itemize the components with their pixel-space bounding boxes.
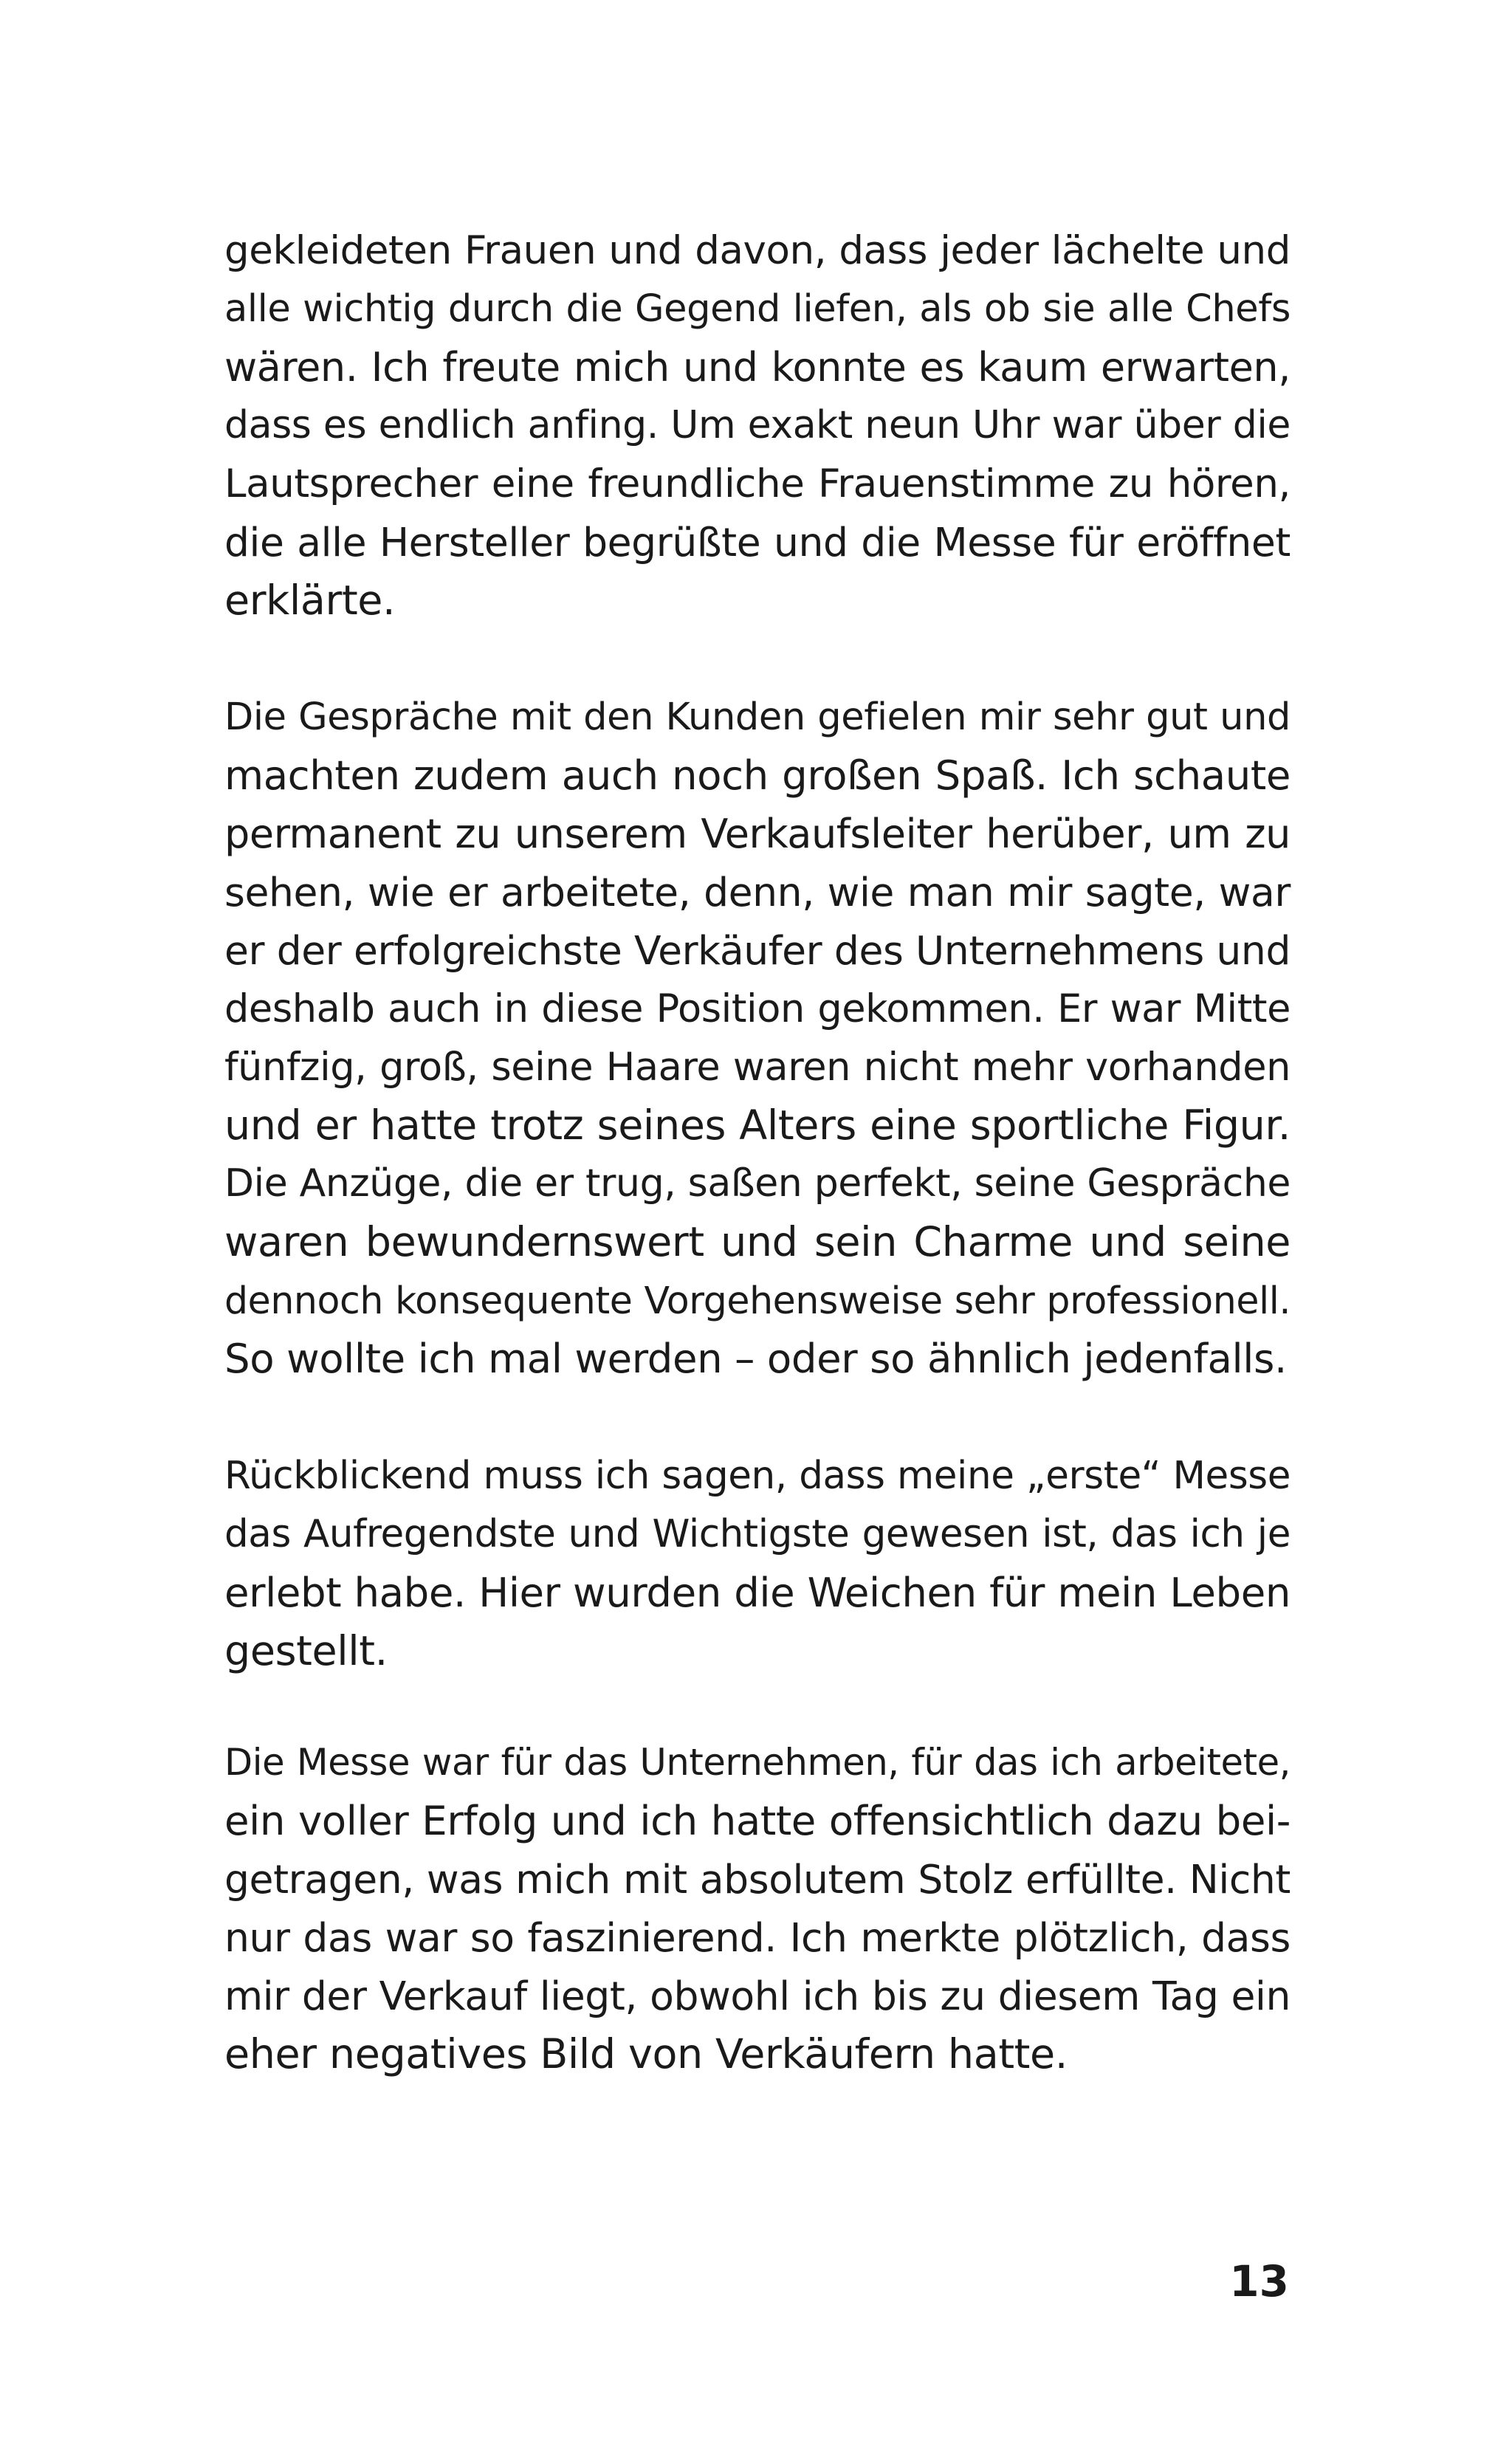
text-line: Die Gespräche mit den Kunden gefielen mir sehr gut und <box>224 695 1291 739</box>
paragraph-2 <box>224 688 1291 1388</box>
text-line: erlebt habe. Hier wurden die Weichen für mein Leben <box>224 1569 1291 1616</box>
text-line: erklärte. <box>224 577 396 625</box>
text-line: getragen, was mich mit absolutem Stolz erfüllte. Nicht <box>224 1856 1291 1903</box>
text-line: er der erfolgreichste Verkäufer des Unternehmens und <box>224 927 1291 974</box>
page-number: 13 <box>1229 2256 1289 2306</box>
text-line: nur das war so faszinierend. Ich merkte plötzlich, dass <box>224 1914 1291 1961</box>
text-line: alle wichtig durch die Gegend liefen, als ob sie alle Chefs <box>224 287 1291 331</box>
text-line: und er hatte trotz seines Alters eine sportliche Figur. <box>224 1102 1291 1150</box>
paragraph-3 <box>224 1447 1291 1680</box>
text-line: wären. Ich freute mich und konnte es kaum erwarten, <box>224 344 1291 391</box>
text-line: das Aufregendste und Wichtigste gewesen ist, das ich je <box>224 1512 1291 1556</box>
text-line: sehen, wie er arbeitete, denn, wie man mir sagte, war <box>224 869 1291 915</box>
text-line: mir der Verkauf liegt, obwohl ich bis zu diesem Tag ein <box>224 1973 1291 2019</box>
text-line: Die Messe war für das Unternehmen, für das ich arbeitete, <box>224 1741 1291 1784</box>
text-line: machten zudem auch noch großen Spaß. Ich schaute <box>224 752 1291 799</box>
text-line: waren bewundernswert und sein Charme und seine <box>224 1218 1291 1266</box>
paragraph-4 <box>224 1734 1291 2083</box>
text-line: Die Anzüge, die er trug, saßen perfekt, seine Gespräche <box>224 1161 1291 1206</box>
paragraph-1 <box>224 221 1291 630</box>
text-line: Lautsprecher eine freundliche Frauenstimme zu hören, <box>224 461 1291 506</box>
text-line: ein voller Erfolg und ich hatte offensichtlich dazu bei- <box>224 1797 1291 1844</box>
text-line: Rückblickend muss ich sagen, dass meine „erste“ Messe <box>224 1454 1291 1498</box>
text-line: gekleideten Frauen und davon, dass jeder lächelte und <box>224 228 1291 273</box>
text-line: die alle Hersteller begrüßte und die Messe für eröffnet <box>224 519 1291 566</box>
text-line: dennoch konsequente Vorgehensweise sehr professionell. <box>224 1279 1291 1322</box>
text-line: So wollte ich mal werden – oder so ähnlich jedenfalls. <box>224 1335 1287 1382</box>
text-line: permanent zu unserem Verkaufsleiter herüber, um zu <box>224 811 1291 857</box>
text-line: deshalb auch in diese Position gekommen. Er war Mitte <box>224 986 1291 1031</box>
text-line: fünfzig, groß, seine Haare waren nicht mehr vorhanden <box>224 1045 1291 1090</box>
text-line: eher negatives Bild von Verkäufern hatte. <box>224 2030 1068 2078</box>
text-line: dass es endlich anfing. Um exakt neun Uhr war über die <box>224 403 1291 447</box>
text-line: gestellt. <box>224 1627 388 1675</box>
